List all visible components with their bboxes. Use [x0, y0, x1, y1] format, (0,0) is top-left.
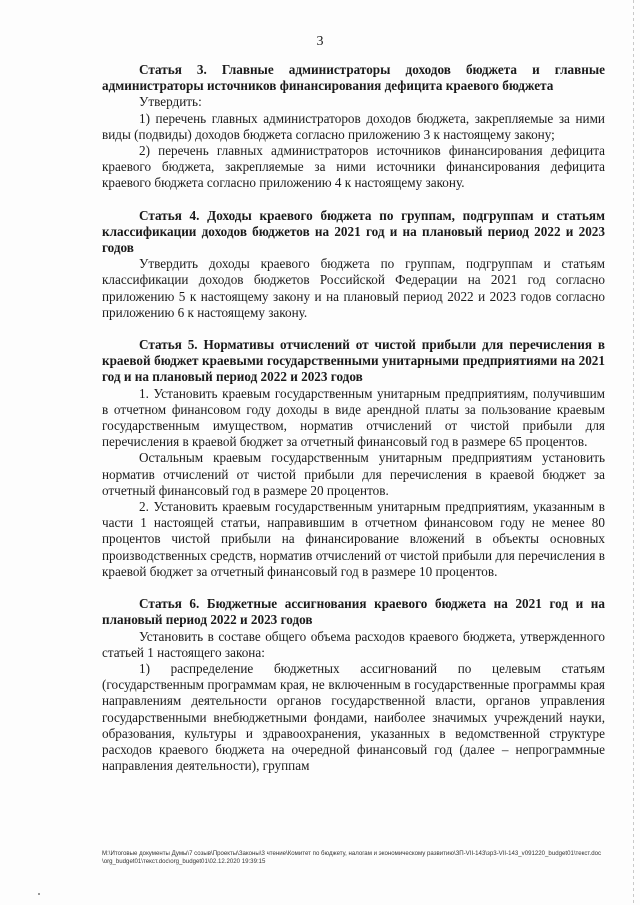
paragraph: Утвердить:	[139, 94, 202, 110]
scan-speck	[38, 893, 40, 895]
paragraph: Утвердить доходы краевого бюджета по группам, подгруппам и статьям классификации доходов бюджетов Российской Федерации на 2021 год согласно приложению 5 к настоящему закону и на плановый период 2022 и 2023 годов согласно приложению 6 к настоящему закону.	[102, 256, 605, 320]
article-5	[102, 337, 605, 580]
article-6	[102, 596, 605, 774]
paragraph: 2. Установить краевым государственным унитарным предприятиям, указанным в части 1 настоящей статьи, направившим в отчетном финансовом году не менее 80 процентов чистой прибыли на финансирование вложений в объекты основных производственных средств, норматив отчислений от чистой прибыли для перечисления в краевой бюджет за отчетный финансовый год в размере 10 процентов.	[102, 499, 605, 579]
page-edge-line	[633, 0, 634, 905]
article-heading: Статья 6. Бюджетные ассигнования краевого бюджета на 2021 год и на плановый период 2022 и 2023 годов	[102, 596, 605, 628]
paragraph: 2) перечень главных администраторов источников финансирования дефицита краевого бюджета, закрепляемые за ними источники финансирования дефицита краевого бюджета согласно приложению 4 к настоящему закону.	[102, 143, 605, 191]
paragraph: 1) перечень главных администраторов доходов бюджета, закрепляемые за ними виды (подвиды) доходов бюджета согласно приложению 3 к настоящему закону;	[102, 110, 605, 142]
paragraph: 1. Установить краевым государственным унитарным предприятиям, получившим в отчетном финансовом году доходы в виде арендной платы за пользование краевым государственным имуществом, норматив отчислений от чистой прибыли для перечисления в краевой бюджет за отчетный финансовый год в размере 65 процентов.	[102, 385, 605, 450]
file-path-footer: M:\Итоговые документы Думы\7 созыв\Проекты\Законы\3 чтение\Комитет по бюджету, налогам и экономическому развитию\ЗП-VII-143\зр3-VII-143_v091220_budget01\текст.doc\org_budget01\текст.doc\org_budget01\02.12.2020 19:39:15	[102, 850, 602, 865]
article-heading: Статья 3. Главные администраторы доходов бюджета и главные администраторы источников финансирования дефицита краевого бюджета	[102, 62, 605, 94]
document-body	[102, 62, 605, 790]
article-4	[102, 208, 605, 321]
article-heading: Статья 4. Доходы краевого бюджета по группам, подгруппам и статьям классификации доходов бюджетов на 2021 год и на плановый период 2022 и 2023 годов	[102, 207, 605, 256]
article-3	[102, 62, 605, 192]
paragraph: Остальным краевым государственным унитарным предприятиям установить норматив отчислений от чистой прибыли для перечисления в краевой бюджет за отчетный финансовый год в размере 20 процентов.	[102, 450, 605, 498]
page-number: 3	[316, 34, 324, 49]
article-heading: Статья 5. Нормативы отчислений от чистой прибыли для перечисления в краевой бюджет краевыми государственными унитарными предприятиями на 2021 год и на плановый период 2022 и 2023 годов	[102, 337, 605, 385]
paragraph: Установить в составе общего объема расходов краевого бюджета, утвержденного статьей 1 настоящего закона:	[102, 628, 605, 660]
paragraph: 1) распределение бюджетных ассигнований по целевым статьям (государственным программам края, не включенным в государственные программы края направлениям деятельности органов государственной власти, органов управления государственными внебюджетными фондами, наиболее значимых учреждений науки, образования, культуры и здравоохранения, указанных в ведомственной структуре расходов краевого бюджета на очередной финансовый год (далее – непрограммные направления деятельности), группам	[102, 660, 605, 774]
